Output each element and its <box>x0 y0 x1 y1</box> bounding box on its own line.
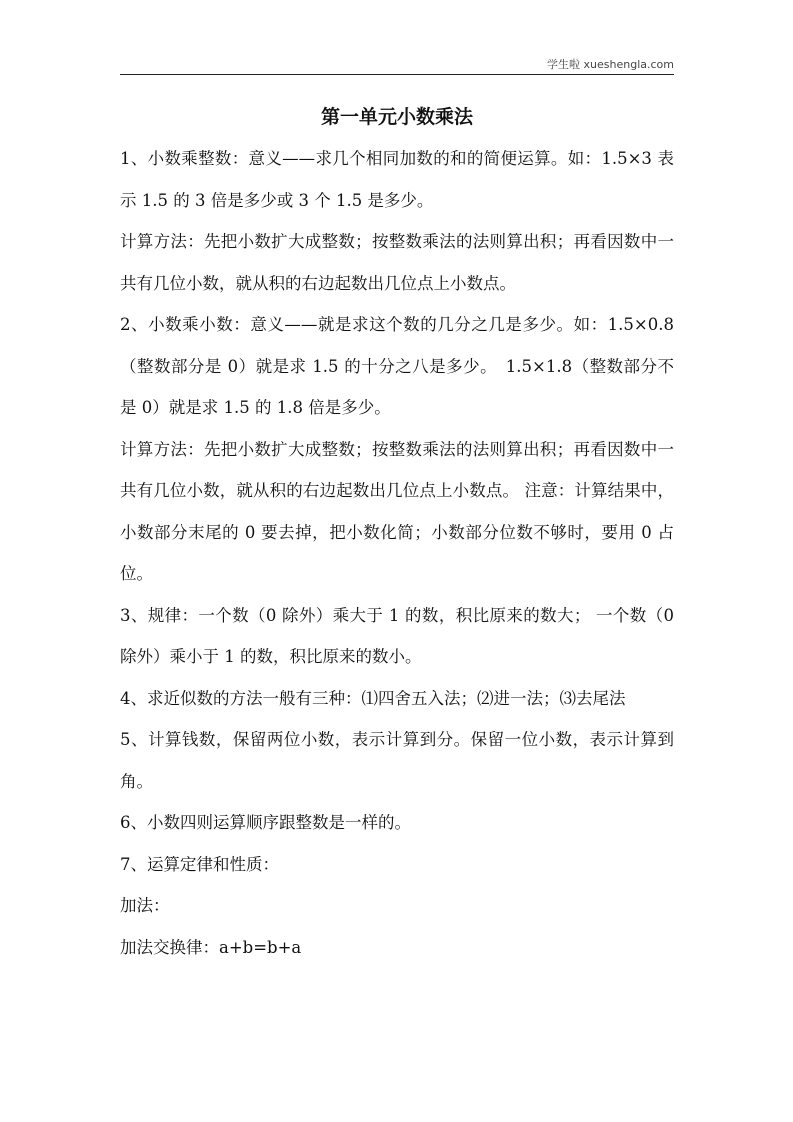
document-body <box>120 138 674 968</box>
header-divider <box>120 74 674 75</box>
paragraph-4-approximation: 4、求近似数的方法一般有三种：⑴四舍五入法；⑵进一法；⑶去尾法 <box>120 688 626 708</box>
page-header: 学生啦 xueshengla.com <box>547 58 674 71</box>
page-title: 第一单元小数乘法 <box>320 106 473 128</box>
paragraph-6-order: 6、小数四则运算顺序跟整数是一样的。 <box>120 813 411 832</box>
paragraph-1-definition: 1、小数乘整数：意义——求几个相同加数的和的简便运算。如：1.5×3 表示 1.5 的 3 倍是多少或 3 个 1.5 是多少。 <box>120 149 674 210</box>
paragraph-2-definition: 2、小数乘小数：意义——就是求这个数的几分之几是多少。如：1.5×0.8（整数部分是 0）就是求 1.5 的十分之八是多少。 1.5×1.8（整数部分不是 0）就是求 1.5 的 1.8 倍是多少。 <box>120 315 674 417</box>
paragraph-5-money: 5、计算钱数，保留两位小数，表示计算到分。保留一位小数，表示计算到角。 <box>120 730 674 791</box>
paragraph-addition-heading: 加法： <box>120 896 170 915</box>
paragraph-addition-commutative: 加法交换律：a+b=b+a <box>120 937 302 957</box>
paragraph-1-method: 计算方法：先把小数扩大成整数；按整数乘法的法则算出积；再看因数中一共有几位小数，就从积的右边起数出几位点上小数点。 <box>120 232 674 293</box>
paragraph-7-laws: 7、运算定律和性质： <box>120 854 279 874</box>
paragraph-2-method: 计算方法：先把小数扩大成整数；按整数乘法的法则算出积；再看因数中一共有几位小数，就从积的右边起数出几位点上小数点。 注意：计算结果中，小数部分末尾的 0 要去掉，把小数化简；小数部分位数不够时，要用 0 占位。 <box>120 439 674 583</box>
paragraph-3-rule: 3、规律：一个数（0 除外）乘大于 1 的数，积比原来的数大； 一个数（0 除外）乘小于 1 的数，积比原来的数小。 <box>120 605 674 666</box>
